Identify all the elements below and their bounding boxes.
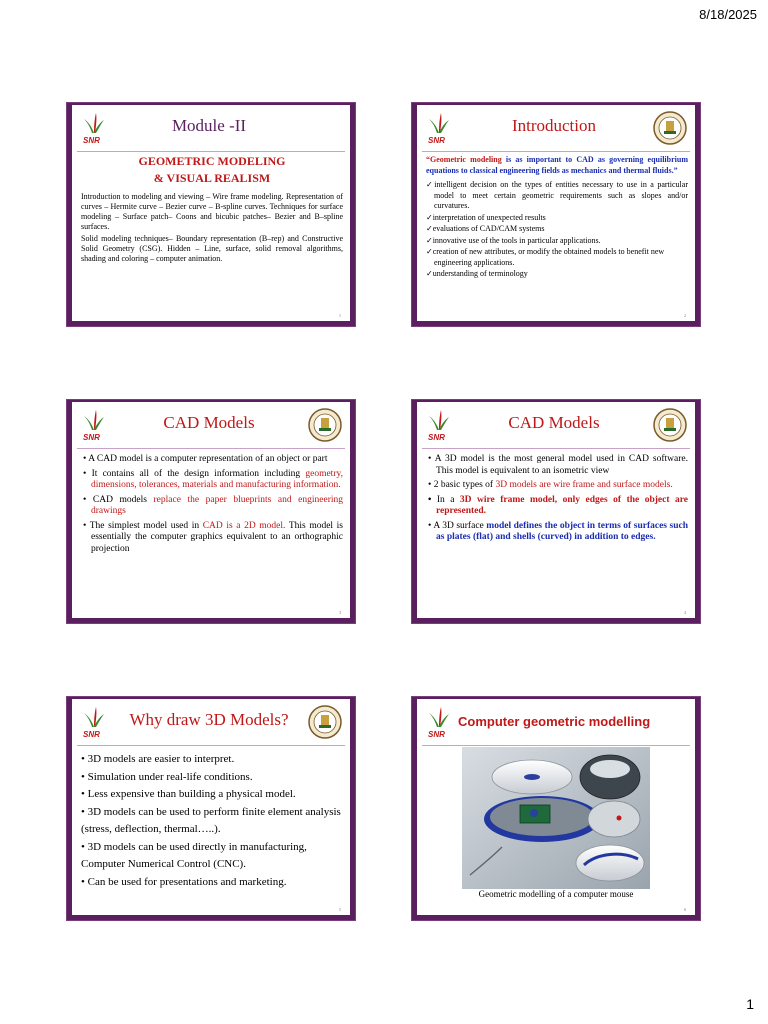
slide-subheading: & VISUAL REALISM [153, 171, 271, 185]
list-item: • In a 3D wire frame model, only edges of the object are represented. [428, 494, 688, 516]
slide-number: 5 [339, 907, 341, 912]
slide-2 [411, 102, 701, 327]
slide-paragraph: Introduction to modeling and viewing – Wire frame modeling. Representation of curves – Hermite curve – Bezier curve – B-spline curves. Techniques for surface modeling – Surface patch– Coons and bicubic patches– Bezier and B–spline surfaces. [81, 192, 343, 231]
slide-title: CAD Models [508, 413, 600, 432]
college-seal-icon [307, 704, 343, 740]
slide-number: 6 [684, 907, 686, 912]
list-item: ✓evaluations of CAD/CAM systems [426, 224, 545, 233]
page-number: 1 [746, 996, 754, 1012]
snr-logo-icon [81, 111, 107, 145]
svg-text:SNR: SNR [428, 136, 445, 145]
list-item: • Can be used for presentations and marketing. [81, 875, 287, 888]
svg-text:SNR: SNR [83, 730, 100, 739]
svg-text:SNR: SNR [428, 433, 445, 442]
slide-title: CAD Models [163, 413, 255, 432]
list-item: • Simulation under real-life conditions. [81, 770, 253, 783]
list-item: • 3D models can be used directly in manufacturing, Computer Numerical Control (CNC). [81, 840, 307, 870]
slide-4 [411, 399, 701, 624]
slide-heading: GEOMETRIC MODELING [138, 154, 286, 168]
list-item: • A 3D surface model defines the object in terms of surfaces such as plates (flat) and shells (curved) in addition to edges. [428, 520, 688, 542]
svg-text:SNR: SNR [428, 730, 445, 739]
list-item: • Less expensive than building a physical model. [81, 788, 296, 800]
slide-number: 4 [684, 610, 686, 615]
snr-logo-icon [81, 705, 107, 739]
slide-1 [66, 102, 356, 327]
list-item: • CAD models replace the paper blueprints and engineering drawings [83, 494, 343, 516]
slide-title: Computer geometric modelling [458, 714, 651, 729]
list-item: • 2 basic types of 3D models are wire frame and surface models. [428, 480, 673, 490]
list-item: ✓intelligent decision on the types of entities necessary to use in a particular model to meet certain geometric requirements such as slopes and/or curvatures. [426, 180, 688, 210]
list-item: • It contains all of the design information including geometry, dimensions, tolerances, materials and manufacturing information. [83, 468, 343, 490]
snr-logo-icon [426, 111, 452, 145]
list-item: • A 3D model is the most general model used in CAD software. This model is equivalent to an isometric view [428, 454, 688, 476]
mouse-model-image [462, 747, 650, 889]
print-date: 8/18/2025 [699, 7, 757, 22]
slide-paragraph: Solid modeling techniques– Boundary representation (B–rep) and Constructive Solid Geometry (CSG). Hidden – Line, surface, solid removal algorithms, shading and coloring – computer animation. [81, 234, 343, 263]
slide-title: Module -II [171, 116, 247, 135]
list-item: ✓interpretation of unexpected results [426, 212, 546, 222]
college-seal-icon [307, 407, 343, 443]
slide-title: Why draw 3D Models? [129, 710, 289, 729]
slide-title: Introduction [511, 116, 597, 135]
list-item: ✓understanding of terminology [426, 269, 528, 278]
image-caption: Geometric modelling of a computer mouse [478, 889, 634, 899]
svg-text:SNR: SNR [83, 136, 100, 145]
list-item: • 3D models are easier to interpret. [81, 753, 235, 765]
list-item: • 3D models can be used to perform finite element analysis (stress, deflection, thermal…..). [81, 805, 341, 835]
snr-logo-icon [81, 408, 107, 442]
slide-quote: “Geometric modeling is as important to CAD as governing equilibrium equations to classical engineering fields as mechanics and thermal fluids.” [426, 155, 688, 175]
slide-number: 2 [684, 313, 686, 318]
slide-number: 1 [339, 313, 341, 318]
slide-5 [66, 696, 356, 921]
snr-logo-icon [426, 408, 452, 442]
list-item: ✓creation of new attributes, or modify the obtained models to benefit new engineering applications. [426, 247, 665, 267]
college-seal-icon [652, 407, 688, 443]
svg-text:SNR: SNR [83, 433, 100, 442]
college-seal-icon [652, 110, 688, 146]
slide-6 [411, 696, 701, 921]
slide-number: 3 [339, 610, 341, 615]
slide-3 [66, 399, 356, 624]
list-item: • A CAD model is a computer representation of an object or part [83, 454, 328, 464]
list-item: ✓innovative use of the tools in particular applications. [426, 235, 601, 245]
list-item: • The simplest model used in CAD is a 2D model. This model is essentially the computer graphics equivalent to an orthographic projection [83, 520, 343, 554]
snr-logo-icon [426, 705, 452, 739]
